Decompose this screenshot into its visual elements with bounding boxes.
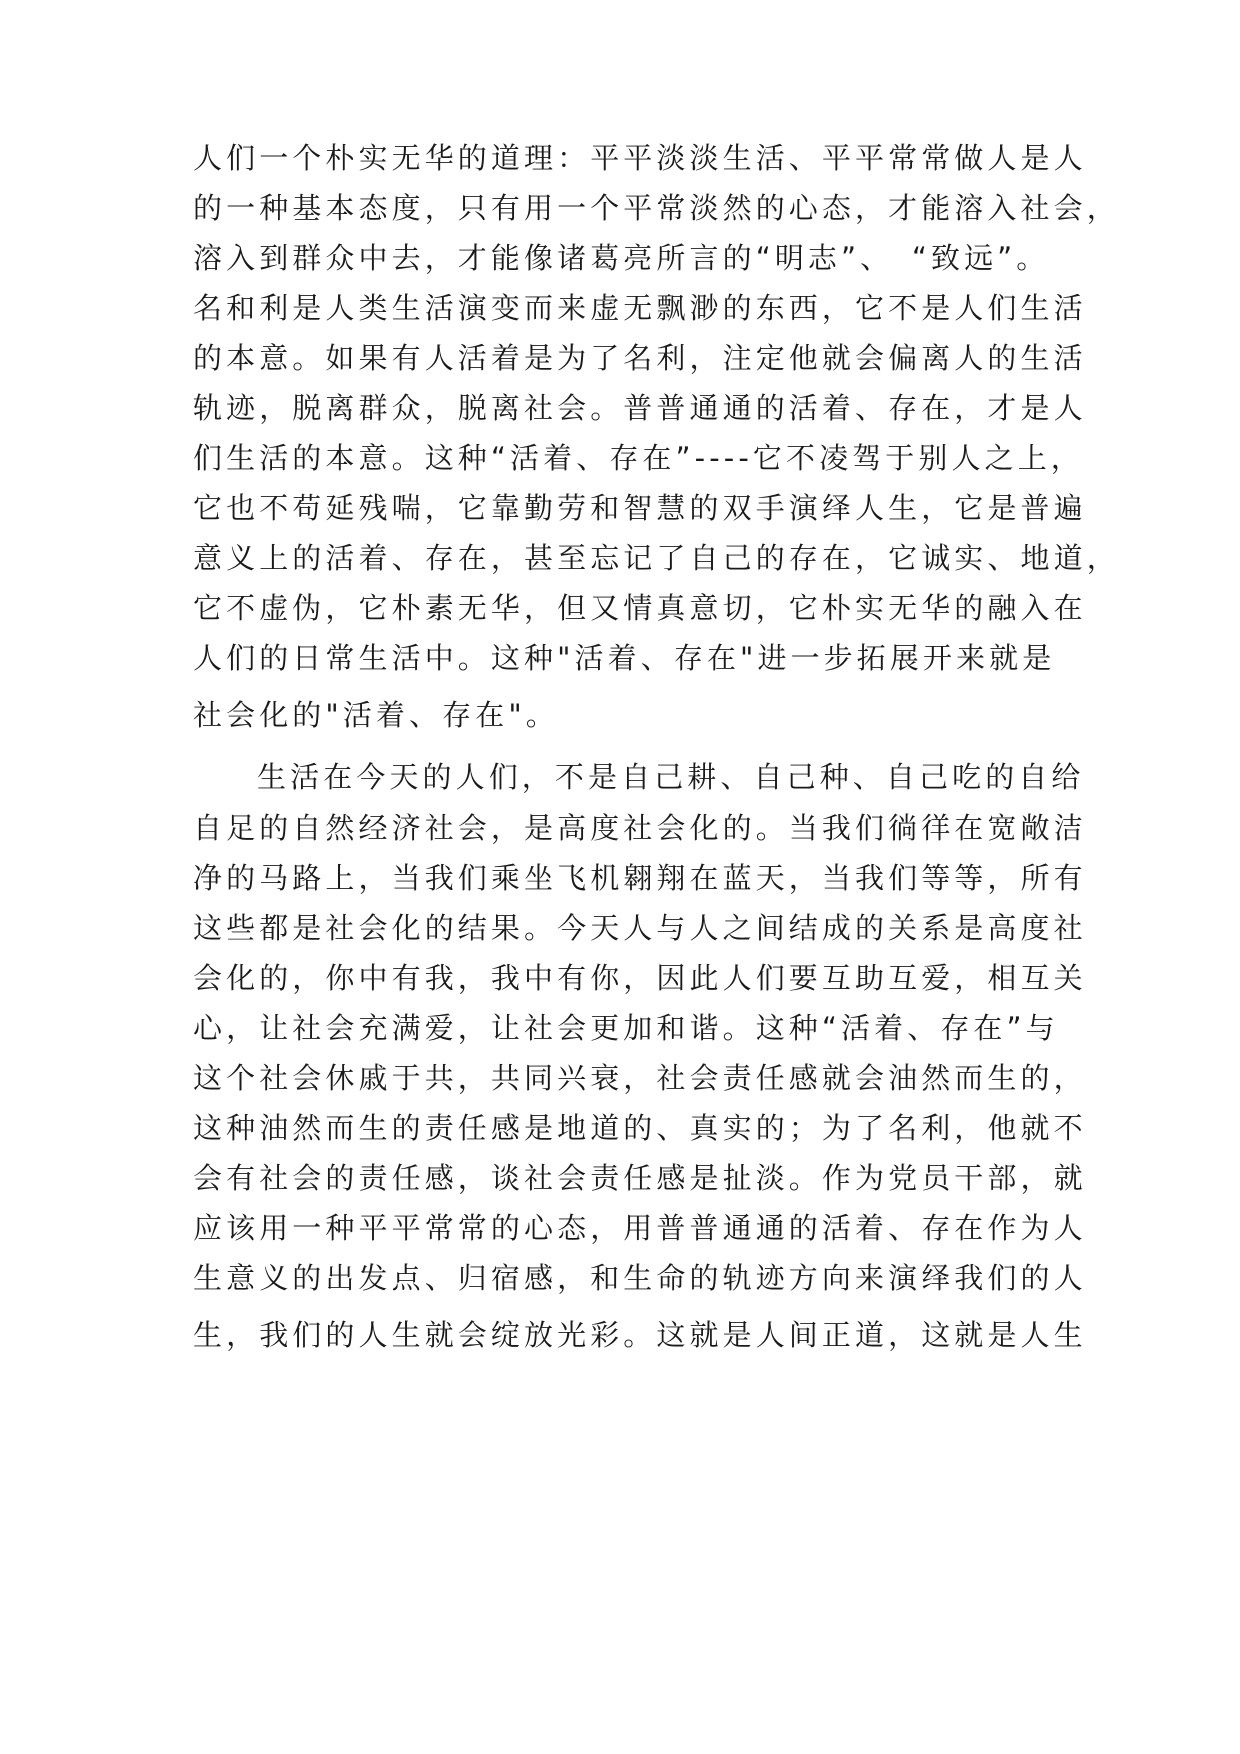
- paragraph-line: 溶入到群众中去，才能像诸葛亮所言的“明志”、 “致远”。: [193, 241, 1050, 275]
- paragraph-line: 这个社会休戚于共，共同兴衰，社会责任感就会油然而生的，: [193, 1061, 1087, 1095]
- paragraph-line: 自足的自然经济社会，是高度社会化的。当我们徜徉在宽敞洁: [193, 811, 1087, 845]
- paragraph-line: 这种油然而生的责任感是地道的、真实的；为了名利，他就不: [193, 1111, 1087, 1145]
- paragraph-line: 它不虚伪，它朴素无华，但又情真意切，它朴实无华的融入在: [193, 591, 1087, 625]
- paragraph-line: 名和利是人类生活演变而来虚无飘渺的东西，它不是人们生活: [193, 291, 1087, 325]
- paragraph-line: 的一种基本态度，只有用一个平常淡然的心态，才能溶入社会，: [193, 191, 1120, 225]
- paragraph-line: 会有社会的责任感，谈社会责任感是扯淡。作为党员干部，就: [193, 1161, 1087, 1195]
- paragraph-line: 们生活的本意。这种“活着、存在”----它不凌驾于别人之上，: [193, 441, 1084, 475]
- paragraph-line: 生意义的出发点、归宿感，和生命的轨迹方向来演绎我们的人: [193, 1261, 1087, 1295]
- paragraph-line: 的本意。如果有人活着是为了名利，注定他就会偏离人的生活: [193, 341, 1087, 375]
- paragraph-line: 人们一个朴实无华的道理：平平淡淡生活、平平常常做人是人: [193, 141, 1087, 175]
- paragraph-line: 生活在今天的人们，不是自己耕、自己种、自己吃的自给: [257, 760, 1085, 794]
- paragraph-line: 这些都是社会化的结果。今天人与人之间结成的关系是高度社: [193, 911, 1087, 945]
- paragraph-line: 轨迹，脱离群众，脱离社会。普普通通的活着、存在，才是人: [193, 391, 1087, 425]
- paragraph-line: 它也不苟延残喘，它靠勤劳和智慧的双手演绎人生，它是普遍: [193, 491, 1087, 525]
- paragraph-line: 应该用一种平平常常的心态，用普普通通的活着、存在作为人: [193, 1211, 1087, 1245]
- paragraph-line: 人们的日常生活中。这种"活着、存在"进一步拓展开来就是: [193, 641, 1056, 675]
- paragraph-line: 意义上的活着、存在，甚至忘记了自己的存在，它诚实、地道，: [193, 541, 1120, 575]
- paragraph-line: 净的马路上，当我们乘坐飞机翱翔在蓝天，当我们等等，所有: [193, 861, 1087, 895]
- paragraph-line: 社会化的"活着、存在"。: [193, 698, 559, 732]
- paragraph-line: 会化的，你中有我，我中有你，因此人们要互助互爱，相互关: [193, 961, 1087, 995]
- paragraph-line: 心，让社会充满爱，让社会更加和谐。这种“活着、存在”与: [193, 1011, 1059, 1045]
- paragraph-line: 生，我们的人生就会绽放光彩。这就是人间正道，这就是人生: [193, 1318, 1087, 1352]
